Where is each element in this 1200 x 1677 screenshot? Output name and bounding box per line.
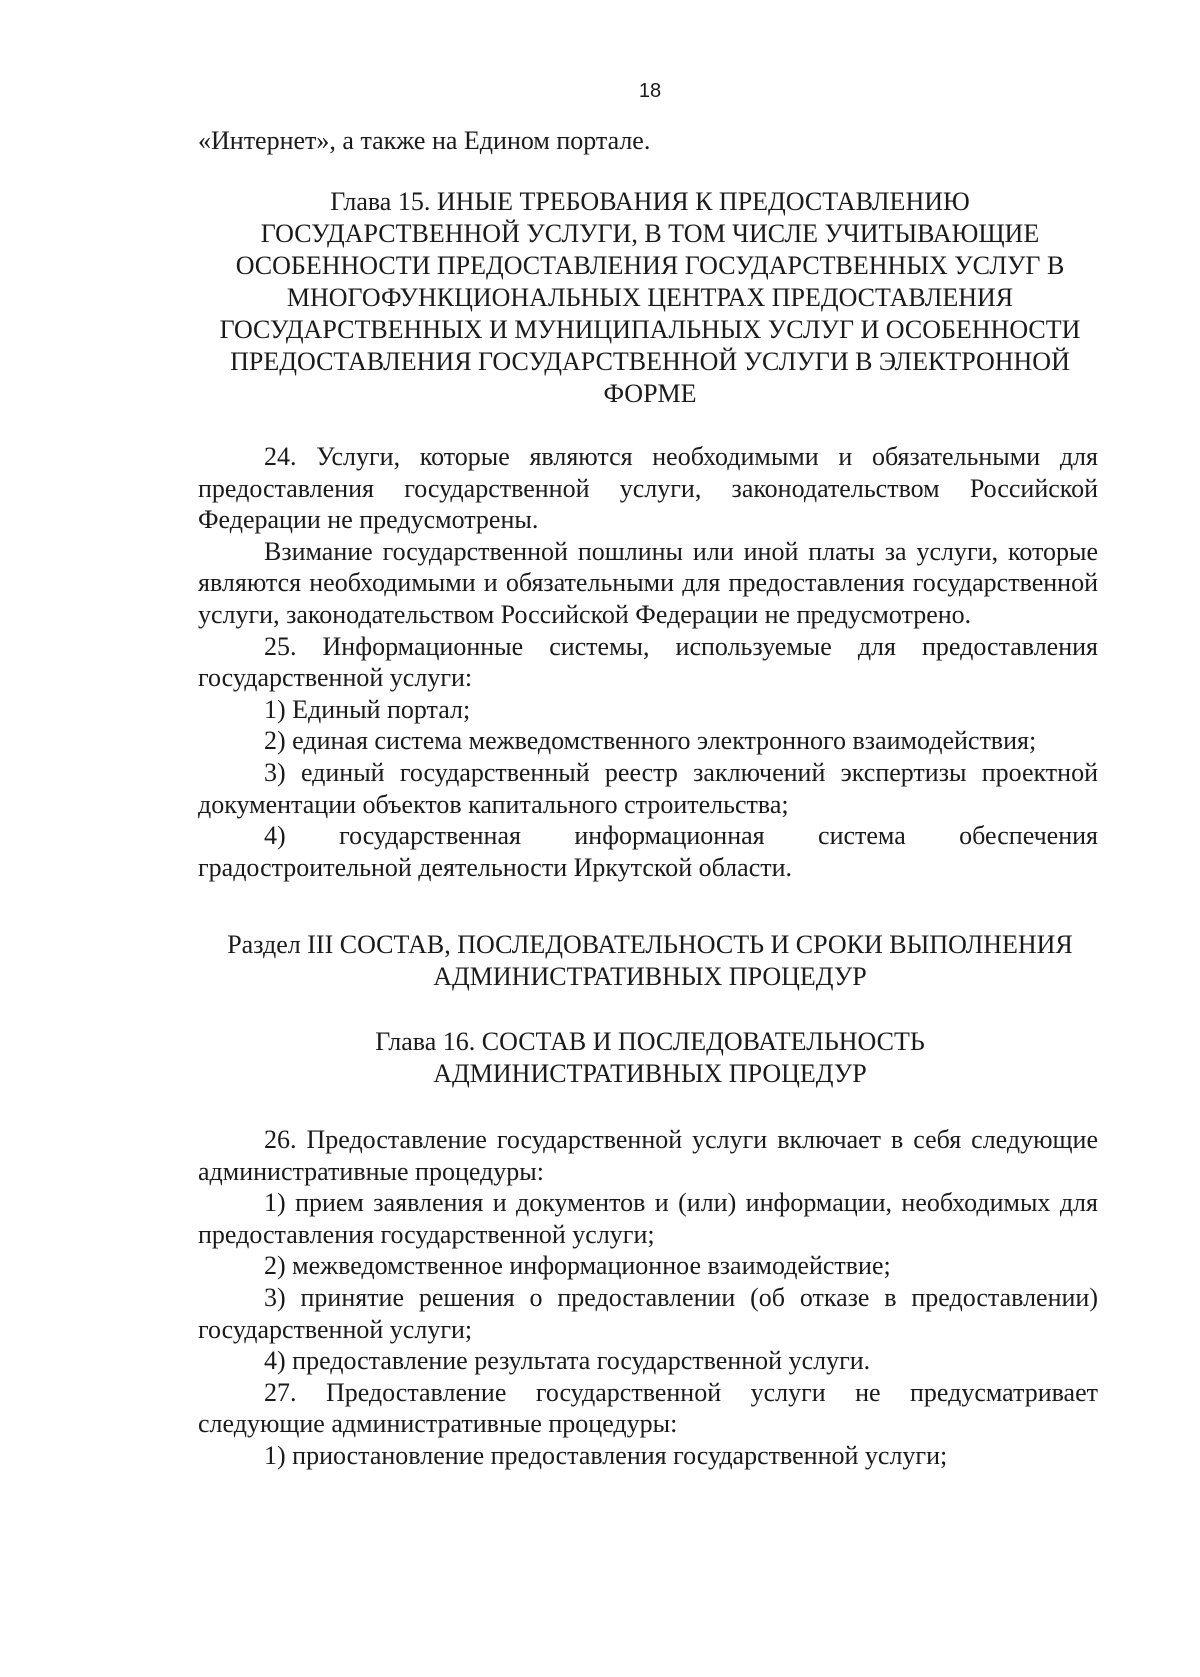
list-item: 2) единая система межведомственного электронного взаимодействия; bbox=[264, 726, 1037, 756]
chapter-16-body bbox=[198, 1124, 1098, 1472]
intro-text bbox=[198, 125, 1098, 157]
paragraph-26: 26. Предоставление государственной услуги включает в себя следующие административные процедуры: bbox=[198, 1125, 1098, 1186]
heading-line: ПРЕДОСТАВЛЕНИЯ ГОСУДАРСТВЕННОЙ УСЛУГИ В ЭЛЕКТРОННОЙ bbox=[230, 347, 1070, 376]
heading-line: Глава 16. СОСТАВ И ПОСЛЕДОВАТЕЛЬНОСТЬ bbox=[375, 1027, 925, 1056]
list-item: 3) единый государственный реестр заключений экспертизы проектной документации объектов капитального строительства; bbox=[198, 757, 1098, 819]
heading-line: ОСОБЕННОСТИ ПРЕДОСТАВЛЕНИЯ ГОСУДАРСТВЕННЫХ УСЛУГ В bbox=[235, 251, 1065, 280]
heading-line: АДМИНИСТРАТИВНЫХ ПРОЦЕДУР bbox=[433, 1059, 867, 1088]
list-item: 4) государственная информационная система обеспечения градостроительной деятельности Иркутской области. bbox=[198, 821, 1098, 882]
chapter-15-body bbox=[198, 441, 1098, 883]
paragraph-fee: Взимание государственной пошлины или иной платы за услуги, которые являются необходимыми и обязательными для предоставления государственной услуги, законодательством Российской Федерации не предусмотрено. bbox=[198, 536, 1098, 629]
paragraph-27: 27. Предоставление государственной услуги не предусматривает следующие административные процедуры: bbox=[198, 1377, 1098, 1439]
list-item: 3) принятие решения о предоставлении (об отказе в предоставлении) государственной услуги; bbox=[198, 1282, 1098, 1344]
section-3-heading bbox=[190, 929, 1110, 993]
heading-line: МНОГОФУНКЦИОНАЛЬНЫХ ЦЕНТРАХ ПРЕДОСТАВЛЕНИЯ bbox=[286, 283, 1014, 312]
chapter-15-heading bbox=[190, 186, 1110, 410]
heading-line: ФОРМЕ bbox=[603, 379, 697, 408]
intro-line: «Интернет», а также на Едином портале. bbox=[198, 126, 651, 155]
heading-line: АДМИНИСТРАТИВНЫХ ПРОЦЕДУР bbox=[433, 962, 867, 991]
heading-line: ГОСУДАРСТВЕННОЙ УСЛУГИ, В ТОМ ЧИСЛЕ УЧИТЫВАЮЩИЕ bbox=[260, 219, 1040, 248]
chapter-16-heading bbox=[190, 1026, 1110, 1090]
paragraph-24: 24. Услуги, которые являются необходимыми и обязательными для предоставления государственной услуги, законодательством Российской Федерации не предусмотрены. bbox=[198, 442, 1098, 535]
list-item: 1) Единый портал; bbox=[264, 694, 471, 724]
heading-line: Раздел III СОСТАВ, ПОСЛЕДОВАТЕЛЬНОСТЬ И СРОКИ ВЫПОЛНЕНИЯ bbox=[227, 930, 1073, 959]
list-item: 1) приостановление предоставления государственной услуги; bbox=[264, 1440, 948, 1470]
heading-line: ГОСУДАРСТВЕННЫХ И МУНИЦИПАЛЬНЫХ УСЛУГ И ОСОБЕННОСТИ bbox=[219, 315, 1081, 344]
list-item: 4) предоставление результата государственной услуги. bbox=[264, 1346, 871, 1376]
paragraph-25: 25. Информационные системы, используемые для предоставления государственной услуги: bbox=[198, 631, 1098, 693]
heading-line: Глава 15. ИНЫЕ ТРЕБОВАНИЯ К ПРЕДОСТАВЛЕНИЮ bbox=[330, 187, 970, 216]
page-number: 18 bbox=[638, 80, 662, 102]
list-item: 2) межведомственное информационное взаимодействие; bbox=[264, 1251, 891, 1281]
list-item: 1) прием заявления и документов и (или) информации, необходимых для предоставления государственной услуги; bbox=[198, 1188, 1098, 1249]
